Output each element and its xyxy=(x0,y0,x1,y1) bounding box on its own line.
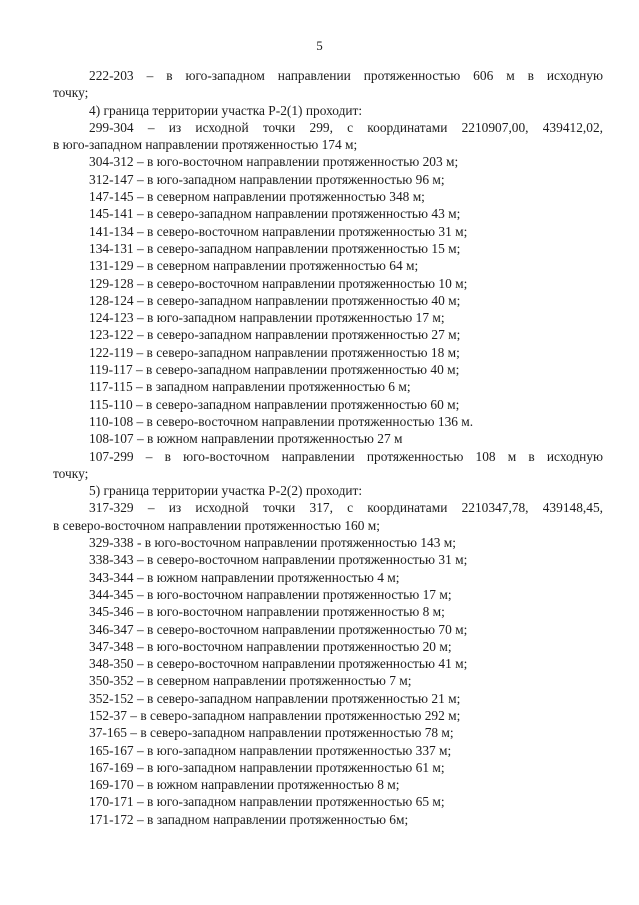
text-line: 123-122 – в северо-западном направлении протяженностью 27 м; xyxy=(89,327,461,343)
text-line: 347-348 – в юго-восточном направлении протяженностью 20 м; xyxy=(89,638,452,654)
text-line: 129-128 – в северо-восточном направлении протяженностью 10 м; xyxy=(89,275,468,291)
text-line: 299-304 – из исходной точки 299, с координатами 2210907,00, 439412,02, xyxy=(89,119,603,135)
section-heading: 4) граница территории участка Р-2(1) проходит: xyxy=(89,102,363,118)
text-line: 344-345 – в юго-восточном направлении протяженностью 17 м; xyxy=(89,586,452,602)
text-line: 37-165 – в северо-западном направлении протяженностью 78 м; xyxy=(89,725,454,741)
text-line: 348-350 – в северо-восточном направлении протяженностью 41 м; xyxy=(89,656,468,672)
text-line: 128-124 – в северо-западном направлении протяженностью 40 м; xyxy=(89,292,461,308)
text-line: 170-171 – в юго-западном направлении протяженностью 65 м; xyxy=(89,794,445,810)
text-line: 134-131 – в северо-западном направлении протяженностью 15 м; xyxy=(89,240,461,256)
text-line: точку; xyxy=(53,465,89,481)
text-line: 167-169 – в юго-западном направлении протяженностью 61 м; xyxy=(89,759,445,775)
text-line: точку; xyxy=(53,85,89,101)
text-line: 169-170 – в южном направлении протяженностью 8 м; xyxy=(89,777,400,793)
text-line: в северо-восточном направлении протяженностью 160 м; xyxy=(53,517,380,533)
text-line: 350-352 – в северном направлении протяженностью 7 м; xyxy=(89,673,412,689)
text-line: 171-172 – в западном направлении протяженностью 6м; xyxy=(89,811,409,827)
text-line: 110-108 – в северо-восточном направлении протяженностью 136 м. xyxy=(89,413,474,429)
text-line: 338-343 – в северо-восточном направлении протяженностью 31 м; xyxy=(89,552,468,568)
text-line: 122-119 – в северо-западном направлении протяженностью 18 м; xyxy=(89,344,460,360)
text-line: 317-329 – из исходной точки 317, с координатами 2210347,78, 439148,45, xyxy=(89,500,603,516)
text-line: 304-312 – в юго-восточном направлении протяженностью 203 м; xyxy=(89,154,459,170)
text-line: 222-203 – в юго-западном направлении протяженностью 606 м в исходную xyxy=(89,68,603,83)
text-line: 352-152 – в северо-западном направлении протяженностью 21 м; xyxy=(89,690,461,706)
text-line: 329-338 - в юго-восточном направлении протяженностью 143 м; xyxy=(89,535,456,551)
text-line: 141-134 – в северо-восточном направлении протяженностью 31 м; xyxy=(89,223,468,239)
text-line: 117-115 – в западном направлении протяженностью 6 м; xyxy=(89,379,411,395)
text-line: 119-117 – в северо-западном направлении протяженностью 40 м; xyxy=(89,362,460,378)
text-line: 107-299 – в юго-восточном направлении протяженностью 108 м в исходную xyxy=(89,448,603,464)
text-line: 131-129 – в северном направлении протяженностью 64 м; xyxy=(89,258,419,274)
text-line: 165-167 – в юго-западном направлении протяженностью 337 м; xyxy=(89,742,452,758)
text-line: 147-145 – в северном направлении протяженностью 348 м; xyxy=(89,189,425,205)
text-line: 108-107 – в южном направлении протяженностью 27 м xyxy=(89,431,403,447)
text-line: 343-344 – в южном направлении протяженностью 4 м; xyxy=(89,569,400,585)
document-body xyxy=(53,67,603,828)
text-line: 124-123 – в юго-западном направлении протяженностью 17 м; xyxy=(89,310,445,326)
section-heading: 5) граница территории участка Р-2(2) проходит: xyxy=(89,483,363,499)
text-line: 312-147 – в юго-западном направлении протяженностью 96 м; xyxy=(89,171,445,187)
text-line: 152-37 – в северо-западном направлении протяженностью 292 м; xyxy=(89,707,461,723)
text-line: в юго-западном направлении протяженностью 174 м; xyxy=(53,137,358,153)
page-number: 5 xyxy=(316,38,323,53)
text-line: 346-347 – в северо-восточном направлении протяженностью 70 м; xyxy=(89,621,468,637)
text-line: 345-346 – в юго-восточном направлении протяженностью 8 м; xyxy=(89,604,445,620)
text-line: 115-110 – в северо-западном направлении протяженностью 60 м; xyxy=(89,396,460,412)
text-line: 145-141 – в северо-западном направлении протяженностью 43 м; xyxy=(89,206,461,222)
